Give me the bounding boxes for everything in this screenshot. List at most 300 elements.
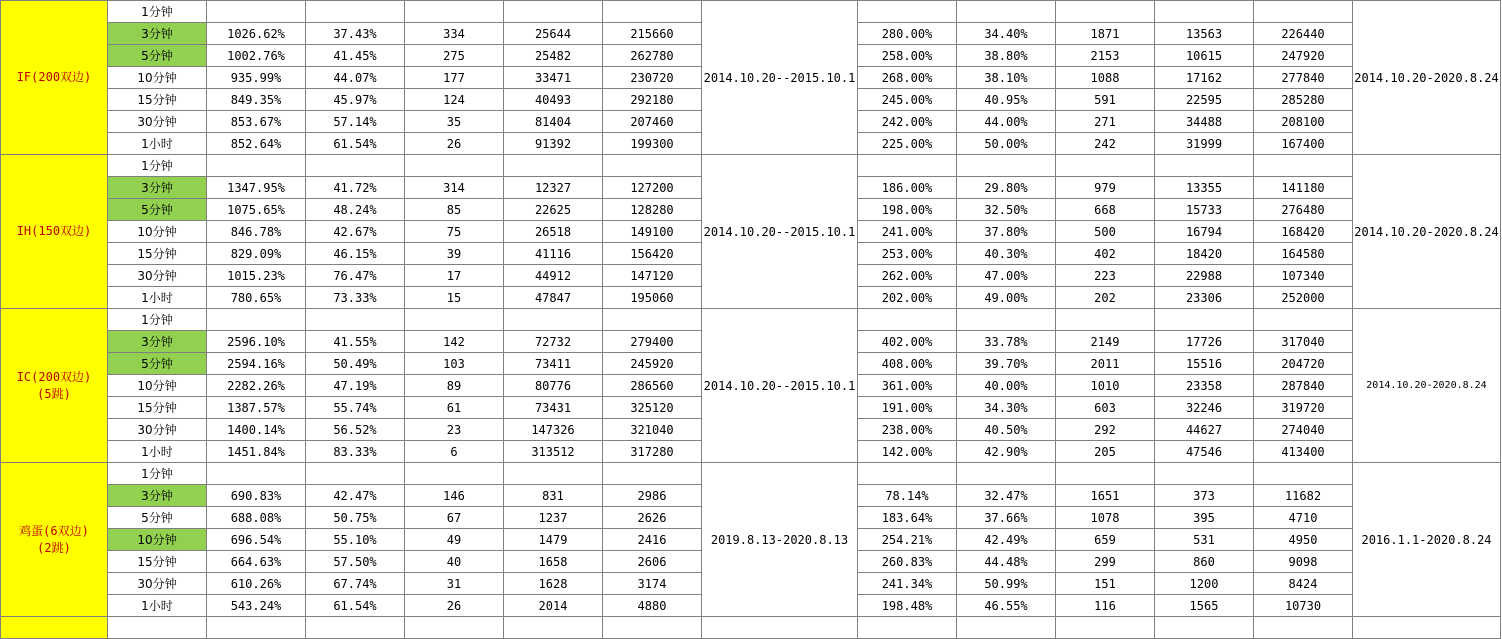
trades-cell: 146	[405, 485, 504, 507]
winrate-cell: 50.49%	[306, 353, 405, 375]
winrate-cell: 42.90%	[957, 441, 1056, 463]
max-drawdown-cell: 33471	[504, 67, 603, 89]
return-cell: 241.34%	[858, 573, 957, 595]
return-cell: 242.00%	[858, 111, 957, 133]
trades-cell: 2153	[1056, 45, 1155, 67]
max-profit-cell: 230720	[603, 67, 702, 89]
date-range-left: 2014.10.20--2015.10.1	[702, 155, 858, 309]
timeframe-cell: 3分钟	[108, 331, 207, 353]
group-label-line: (2跳)	[37, 540, 71, 555]
max-profit-cell: 2626	[603, 507, 702, 529]
trades-cell: 2149	[1056, 331, 1155, 353]
winrate-cell: 61.54%	[306, 595, 405, 617]
max-drawdown-cell: 10615	[1155, 45, 1254, 67]
winrate-cell: 41.55%	[306, 331, 405, 353]
return-cell	[858, 155, 957, 177]
max-drawdown-cell	[504, 463, 603, 485]
empty-cell	[1, 617, 108, 639]
winrate-cell	[306, 155, 405, 177]
winrate-cell: 37.43%	[306, 23, 405, 45]
max-profit-cell: 274040	[1254, 419, 1353, 441]
date-range-right: 2014.10.20-2020.8.24	[1353, 1, 1501, 155]
timeframe-cell: 1分钟	[108, 463, 207, 485]
max-drawdown-cell: 1565	[1155, 595, 1254, 617]
group-label-cell	[1, 463, 108, 617]
winrate-cell: 40.50%	[957, 419, 1056, 441]
return-cell: 202.00%	[858, 287, 957, 309]
max-drawdown-cell: 373	[1155, 485, 1254, 507]
return-cell: 225.00%	[858, 133, 957, 155]
timeframe-cell: 1小时	[108, 287, 207, 309]
winrate-cell	[957, 463, 1056, 485]
return-cell: 543.24%	[207, 595, 306, 617]
group-label-cell	[1, 309, 108, 463]
max-profit-cell	[603, 155, 702, 177]
timeframe-cell: 10分钟	[108, 529, 207, 551]
group-label-cell	[1, 1, 108, 155]
max-profit-cell: 149100	[603, 221, 702, 243]
trades-cell: 61	[405, 397, 504, 419]
return-cell: 408.00%	[858, 353, 957, 375]
max-profit-cell: 195060	[603, 287, 702, 309]
trades-cell: 2011	[1056, 353, 1155, 375]
winrate-cell: 32.47%	[957, 485, 1056, 507]
group-label-line: IC(200双边)	[16, 369, 92, 384]
return-cell: 610.26%	[207, 573, 306, 595]
trades-cell: 39	[405, 243, 504, 265]
date-range-right: 2014.10.20-2020.8.24	[1353, 309, 1501, 463]
winrate-cell: 42.49%	[957, 529, 1056, 551]
max-drawdown-cell: 147326	[504, 419, 603, 441]
max-profit-cell: 413400	[1254, 441, 1353, 463]
max-profit-cell: 325120	[603, 397, 702, 419]
return-cell: 1075.65%	[207, 199, 306, 221]
winrate-cell: 83.33%	[306, 441, 405, 463]
winrate-cell: 48.24%	[306, 199, 405, 221]
max-drawdown-cell: 34488	[1155, 111, 1254, 133]
timeframe-cell: 15分钟	[108, 397, 207, 419]
return-cell	[858, 309, 957, 331]
max-profit-cell: 107340	[1254, 265, 1353, 287]
trades-cell: 402	[1056, 243, 1155, 265]
return-cell	[207, 309, 306, 331]
max-profit-cell: 168420	[1254, 221, 1353, 243]
max-profit-cell: 317040	[1254, 331, 1353, 353]
trades-cell: 40	[405, 551, 504, 573]
return-cell: 262.00%	[858, 265, 957, 287]
winrate-cell: 38.80%	[957, 45, 1056, 67]
max-profit-cell: 204720	[1254, 353, 1353, 375]
max-drawdown-cell: 73431	[504, 397, 603, 419]
max-profit-cell: 317280	[603, 441, 702, 463]
trades-cell	[1056, 309, 1155, 331]
max-profit-cell: 286560	[603, 375, 702, 397]
max-profit-cell: 279400	[603, 331, 702, 353]
timeframe-cell: 1分钟	[108, 1, 207, 23]
max-drawdown-cell: 91392	[504, 133, 603, 155]
max-profit-cell: 208100	[1254, 111, 1353, 133]
return-cell: 690.83%	[207, 485, 306, 507]
timeframe-cell: 30分钟	[108, 265, 207, 287]
winrate-cell: 40.30%	[957, 243, 1056, 265]
max-drawdown-cell: 2014	[504, 595, 603, 617]
winrate-cell: 50.99%	[957, 573, 1056, 595]
max-drawdown-cell: 32246	[1155, 397, 1254, 419]
winrate-cell: 40.00%	[957, 375, 1056, 397]
return-cell: 268.00%	[858, 67, 957, 89]
return-cell: 1400.14%	[207, 419, 306, 441]
max-drawdown-cell: 17162	[1155, 67, 1254, 89]
winrate-cell: 37.80%	[957, 221, 1056, 243]
return-cell: 935.99%	[207, 67, 306, 89]
return-cell: 402.00%	[858, 331, 957, 353]
max-drawdown-cell: 16794	[1155, 221, 1254, 243]
max-drawdown-cell: 31999	[1155, 133, 1254, 155]
winrate-cell: 44.00%	[957, 111, 1056, 133]
max-drawdown-cell: 22595	[1155, 89, 1254, 111]
group-label-line: 鸡蛋(6双边)	[19, 523, 89, 538]
max-drawdown-cell: 47546	[1155, 441, 1254, 463]
return-cell	[207, 1, 306, 23]
trades-cell: 124	[405, 89, 504, 111]
date-range-right: 2016.1.1-2020.8.24	[1353, 463, 1501, 617]
return-cell: 186.00%	[858, 177, 957, 199]
timeframe-cell: 5分钟	[108, 507, 207, 529]
return-cell: 2594.16%	[207, 353, 306, 375]
max-profit-cell: 292180	[603, 89, 702, 111]
max-profit-cell: 276480	[1254, 199, 1353, 221]
table-row	[1, 309, 1501, 331]
max-profit-cell: 245920	[603, 353, 702, 375]
empty-cell	[405, 617, 504, 639]
return-cell: 238.00%	[858, 419, 957, 441]
empty-cell	[957, 617, 1056, 639]
max-drawdown-cell: 1658	[504, 551, 603, 573]
trades-cell: 35	[405, 111, 504, 133]
return-cell: 258.00%	[858, 45, 957, 67]
return-cell	[858, 463, 957, 485]
trades-cell: 275	[405, 45, 504, 67]
return-cell: 198.48%	[858, 595, 957, 617]
winrate-cell	[957, 309, 1056, 331]
max-profit-cell: 2416	[603, 529, 702, 551]
max-profit-cell: 4950	[1254, 529, 1353, 551]
max-drawdown-cell: 40493	[504, 89, 603, 111]
timeframe-cell: 10分钟	[108, 221, 207, 243]
max-drawdown-cell: 1200	[1155, 573, 1254, 595]
return-cell: 1387.57%	[207, 397, 306, 419]
max-drawdown-cell: 44912	[504, 265, 603, 287]
timeframe-cell: 1分钟	[108, 309, 207, 331]
winrate-cell: 49.00%	[957, 287, 1056, 309]
winrate-cell	[306, 463, 405, 485]
date-range-left: 2014.10.20--2015.10.1	[702, 309, 858, 463]
timeframe-cell: 1分钟	[108, 155, 207, 177]
max-drawdown-cell: 18420	[1155, 243, 1254, 265]
trades-cell: 17	[405, 265, 504, 287]
winrate-cell: 44.07%	[306, 67, 405, 89]
return-cell: 280.00%	[858, 23, 957, 45]
date-range-right: 2014.10.20-2020.8.24	[1353, 155, 1501, 309]
winrate-cell: 33.78%	[957, 331, 1056, 353]
max-drawdown-cell: 15733	[1155, 199, 1254, 221]
max-drawdown-cell: 44627	[1155, 419, 1254, 441]
max-drawdown-cell: 395	[1155, 507, 1254, 529]
trades-cell	[1056, 463, 1155, 485]
date-range-left: 2014.10.20--2015.10.1	[702, 1, 858, 155]
max-profit-cell: 128280	[603, 199, 702, 221]
winrate-cell: 50.75%	[306, 507, 405, 529]
max-drawdown-cell: 72732	[504, 331, 603, 353]
table-row	[1, 155, 1501, 177]
timeframe-cell: 30分钟	[108, 573, 207, 595]
empty-cell	[306, 617, 405, 639]
trades-cell: 205	[1056, 441, 1155, 463]
group-label-line: IF(200双边)	[16, 70, 92, 84]
timeframe-cell: 15分钟	[108, 89, 207, 111]
max-profit-cell: 127200	[603, 177, 702, 199]
trades-cell: 6	[405, 441, 504, 463]
max-profit-cell: 226440	[1254, 23, 1353, 45]
trades-cell: 500	[1056, 221, 1155, 243]
empty-cell	[108, 617, 207, 639]
return-cell: 846.78%	[207, 221, 306, 243]
timeframe-cell: 3分钟	[108, 485, 207, 507]
return-cell	[207, 155, 306, 177]
timeframe-cell: 1小时	[108, 441, 207, 463]
return-cell: 183.64%	[858, 507, 957, 529]
max-profit-cell	[1254, 309, 1353, 331]
return-cell: 1347.95%	[207, 177, 306, 199]
winrate-cell: 39.70%	[957, 353, 1056, 375]
max-drawdown-cell: 313512	[504, 441, 603, 463]
max-drawdown-cell: 831	[504, 485, 603, 507]
max-drawdown-cell: 41116	[504, 243, 603, 265]
timeframe-cell: 10分钟	[108, 67, 207, 89]
timeframe-cell: 3分钟	[108, 177, 207, 199]
return-cell: 142.00%	[858, 441, 957, 463]
winrate-cell: 47.00%	[957, 265, 1056, 287]
winrate-cell: 42.47%	[306, 485, 405, 507]
trades-cell	[405, 463, 504, 485]
empty-cell	[603, 617, 702, 639]
timeframe-cell: 15分钟	[108, 243, 207, 265]
max-profit-cell: 141180	[1254, 177, 1353, 199]
empty-cell	[858, 617, 957, 639]
max-drawdown-cell: 12327	[504, 177, 603, 199]
trades-cell: 15	[405, 287, 504, 309]
winrate-cell: 57.50%	[306, 551, 405, 573]
empty-cell	[1353, 617, 1501, 639]
timeframe-cell: 5分钟	[108, 45, 207, 67]
max-profit-cell: 147120	[603, 265, 702, 287]
max-profit-cell: 164580	[1254, 243, 1353, 265]
return-cell: 361.00%	[858, 375, 957, 397]
max-drawdown-cell: 17726	[1155, 331, 1254, 353]
table-row	[1, 463, 1501, 485]
max-profit-cell: 4710	[1254, 507, 1353, 529]
return-cell: 78.14%	[858, 485, 957, 507]
max-profit-cell: 10730	[1254, 595, 1353, 617]
max-drawdown-cell: 22988	[1155, 265, 1254, 287]
winrate-cell	[306, 309, 405, 331]
trades-cell: 116	[1056, 595, 1155, 617]
winrate-cell: 38.10%	[957, 67, 1056, 89]
max-drawdown-cell	[1155, 463, 1254, 485]
max-drawdown-cell: 23358	[1155, 375, 1254, 397]
winrate-cell: 50.00%	[957, 133, 1056, 155]
trades-cell: 979	[1056, 177, 1155, 199]
winrate-cell: 61.54%	[306, 133, 405, 155]
max-drawdown-cell	[504, 309, 603, 331]
return-cell: 191.00%	[858, 397, 957, 419]
return-cell: 780.65%	[207, 287, 306, 309]
trades-cell	[405, 1, 504, 23]
max-profit-cell: 285280	[1254, 89, 1353, 111]
winrate-cell: 29.80%	[957, 177, 1056, 199]
trades-cell: 26	[405, 133, 504, 155]
trades-cell: 85	[405, 199, 504, 221]
max-drawdown-cell	[1155, 1, 1254, 23]
timeframe-cell: 5分钟	[108, 353, 207, 375]
group-label-line: (5跳)	[37, 386, 71, 401]
max-profit-cell	[603, 463, 702, 485]
max-drawdown-cell	[1155, 155, 1254, 177]
trades-cell: 299	[1056, 551, 1155, 573]
return-cell: 253.00%	[858, 243, 957, 265]
max-profit-cell: 252000	[1254, 287, 1353, 309]
return-cell: 254.21%	[858, 529, 957, 551]
return-cell: 245.00%	[858, 89, 957, 111]
trades-cell: 292	[1056, 419, 1155, 441]
max-profit-cell: 321040	[603, 419, 702, 441]
timeframe-cell: 1小时	[108, 595, 207, 617]
max-drawdown-cell	[504, 1, 603, 23]
return-cell: 688.08%	[207, 507, 306, 529]
max-drawdown-cell: 25644	[504, 23, 603, 45]
return-cell: 1015.23%	[207, 265, 306, 287]
return-cell	[207, 463, 306, 485]
trades-cell: 668	[1056, 199, 1155, 221]
max-drawdown-cell: 26518	[504, 221, 603, 243]
trades-cell: 103	[405, 353, 504, 375]
trades-cell	[1056, 155, 1155, 177]
timeframe-cell: 15分钟	[108, 551, 207, 573]
trades-cell: 659	[1056, 529, 1155, 551]
max-drawdown-cell: 23306	[1155, 287, 1254, 309]
empty-cell	[702, 617, 858, 639]
trades-cell: 177	[405, 67, 504, 89]
max-profit-cell: 319720	[1254, 397, 1353, 419]
return-cell: 696.54%	[207, 529, 306, 551]
max-drawdown-cell: 1628	[504, 573, 603, 595]
empty-cell	[207, 617, 306, 639]
winrate-cell: 47.19%	[306, 375, 405, 397]
max-drawdown-cell: 1479	[504, 529, 603, 551]
trades-cell: 314	[405, 177, 504, 199]
trades-cell: 223	[1056, 265, 1155, 287]
winrate-cell: 55.74%	[306, 397, 405, 419]
trades-cell: 142	[405, 331, 504, 353]
trades-cell: 75	[405, 221, 504, 243]
return-cell: 853.67%	[207, 111, 306, 133]
trades-cell	[405, 155, 504, 177]
return-cell: 852.64%	[207, 133, 306, 155]
winrate-cell: 46.55%	[957, 595, 1056, 617]
max-drawdown-cell: 22625	[504, 199, 603, 221]
empty-cell	[1254, 617, 1353, 639]
trades-cell: 603	[1056, 397, 1155, 419]
winrate-cell	[306, 1, 405, 23]
trades-cell: 242	[1056, 133, 1155, 155]
trades-cell: 49	[405, 529, 504, 551]
trades-cell: 1651	[1056, 485, 1155, 507]
trades-cell: 89	[405, 375, 504, 397]
return-cell: 1002.76%	[207, 45, 306, 67]
trades-cell: 1088	[1056, 67, 1155, 89]
winrate-cell: 57.14%	[306, 111, 405, 133]
trades-cell: 334	[405, 23, 504, 45]
max-profit-cell: 262780	[603, 45, 702, 67]
timeframe-cell: 30分钟	[108, 111, 207, 133]
return-cell: 2282.26%	[207, 375, 306, 397]
max-profit-cell: 277840	[1254, 67, 1353, 89]
winrate-cell	[957, 155, 1056, 177]
winrate-cell: 42.67%	[306, 221, 405, 243]
timeframe-cell: 5分钟	[108, 199, 207, 221]
max-profit-cell: 2606	[603, 551, 702, 573]
trades-cell: 23	[405, 419, 504, 441]
max-profit-cell	[1254, 155, 1353, 177]
winrate-cell: 67.74%	[306, 573, 405, 595]
winrate-cell: 73.33%	[306, 287, 405, 309]
winrate-cell: 41.45%	[306, 45, 405, 67]
max-drawdown-cell: 15516	[1155, 353, 1254, 375]
max-drawdown-cell: 1237	[504, 507, 603, 529]
return-cell: 1451.84%	[207, 441, 306, 463]
winrate-cell: 32.50%	[957, 199, 1056, 221]
max-profit-cell: 2986	[603, 485, 702, 507]
max-profit-cell: 9098	[1254, 551, 1353, 573]
winrate-cell	[957, 1, 1056, 23]
max-drawdown-cell: 860	[1155, 551, 1254, 573]
winrate-cell: 34.40%	[957, 23, 1056, 45]
timeframe-cell: 10分钟	[108, 375, 207, 397]
max-drawdown-cell: 25482	[504, 45, 603, 67]
max-drawdown-cell: 531	[1155, 529, 1254, 551]
max-profit-cell: 156420	[603, 243, 702, 265]
table-row	[1, 1, 1501, 23]
max-profit-cell: 4880	[603, 595, 702, 617]
trades-cell: 67	[405, 507, 504, 529]
winrate-cell: 37.66%	[957, 507, 1056, 529]
group-label-line: IH(150双边)	[16, 224, 92, 238]
trades-cell: 1871	[1056, 23, 1155, 45]
trades-cell: 26	[405, 595, 504, 617]
empty-cell	[504, 617, 603, 639]
winrate-cell: 34.30%	[957, 397, 1056, 419]
max-profit-cell: 247920	[1254, 45, 1353, 67]
max-profit-cell	[603, 1, 702, 23]
trades-cell: 271	[1056, 111, 1155, 133]
empty-cell	[1056, 617, 1155, 639]
winrate-cell: 45.97%	[306, 89, 405, 111]
trades-cell: 1078	[1056, 507, 1155, 529]
return-cell: 664.63%	[207, 551, 306, 573]
winrate-cell: 55.10%	[306, 529, 405, 551]
table-row	[1, 617, 1501, 639]
max-profit-cell: 287840	[1254, 375, 1353, 397]
